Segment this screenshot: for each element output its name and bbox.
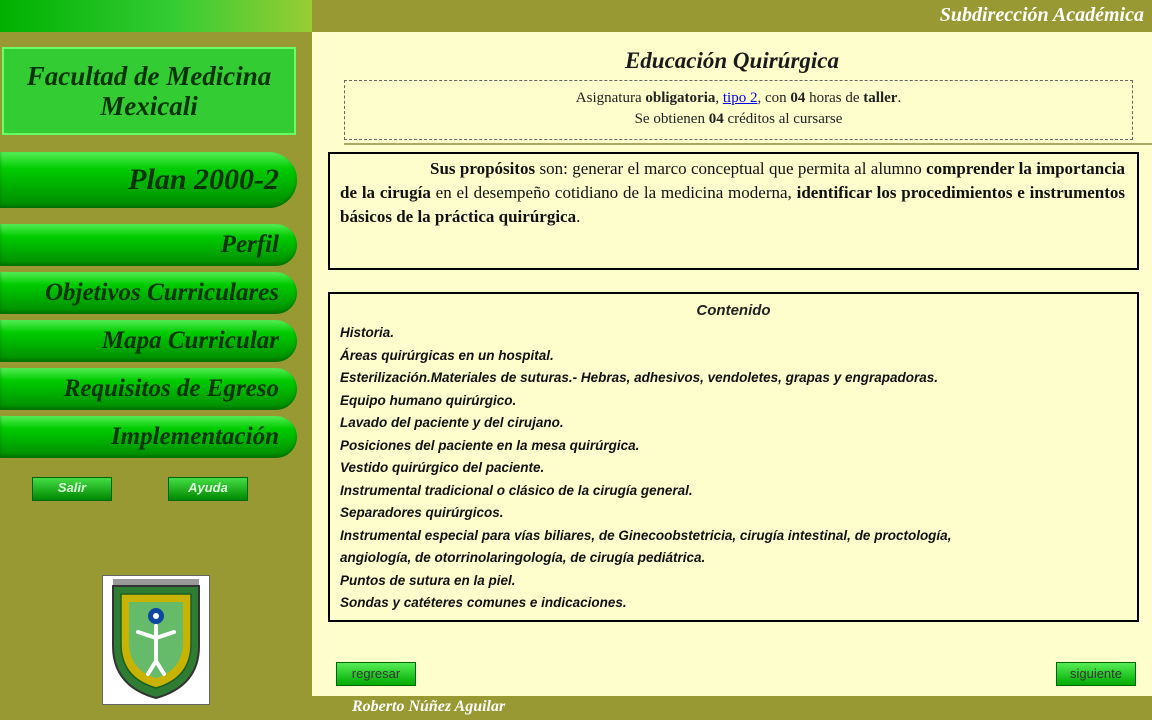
content-item: Áreas quirúrgicas en un hospital. xyxy=(340,347,554,363)
sidebar-item-objetivos[interactable]: Objetivos Curriculares xyxy=(0,272,297,314)
emblem-shield-icon xyxy=(103,576,209,704)
author-name: Roberto Núñez Aguilar xyxy=(352,698,506,715)
faculty-name: Facultad de Medicina Mexicali xyxy=(26,61,272,121)
purpose-bold-3: identificar los procedimientos e instrumentos básicos de la práctica quirúrgica xyxy=(340,183,1126,226)
sidebar-item-mapa[interactable]: Mapa Curricular xyxy=(0,320,297,362)
content-item: Vestido quirúrgico del paciente. xyxy=(340,460,545,475)
content-item: Posiciones del paciente en la mesa quirúrgica. xyxy=(340,437,640,453)
top-accent-bar xyxy=(0,0,312,32)
sidebar-item-requisitos[interactable]: Requisitos de Egreso xyxy=(0,368,297,410)
divider xyxy=(344,143,1152,145)
info-hours: 04 xyxy=(790,90,806,106)
content-item: angiología, de otorrinolaringología, de cirugía pediátrica. xyxy=(340,550,706,565)
content-item: Separadores quirúrgicos. xyxy=(340,505,504,520)
help-button[interactable]: Ayuda xyxy=(168,477,248,501)
info-mandatory: obligatoria xyxy=(645,90,716,106)
purpose-text-2: en el desempeño cotidiano de la medicina moderna, xyxy=(430,183,797,202)
info-text: horas de xyxy=(805,90,864,106)
university-emblem xyxy=(102,575,210,705)
exit-button[interactable]: Salir xyxy=(32,477,112,501)
info-text: , xyxy=(715,90,723,106)
content-item: Esterilización.Materiales de suturas.- Hebras, adhesivos, vendoletes, grapas y engrapadoras. xyxy=(340,370,938,385)
purpose-text-1: son: generar el marco conceptual que permita al alumno xyxy=(535,159,927,178)
content-item: Historia. xyxy=(340,325,395,340)
info-text: , con xyxy=(757,90,791,106)
purpose-bold-2: comprender la importancia de la cirugía xyxy=(340,159,1125,202)
content-item: Lavado del paciente y del cirujano. xyxy=(340,415,564,430)
content-item: Sondas y catéteres comunes e indicaciones. xyxy=(340,595,627,610)
info-text: Se obtienen xyxy=(634,111,709,127)
course-info-line-1 xyxy=(345,88,1132,109)
department-title: Subdirección Académica xyxy=(939,4,1144,26)
course-type-link[interactable]: tipo 2 xyxy=(722,90,758,106)
course-info-line-2 xyxy=(345,109,1132,130)
content-item: Instrumental tradicional o clásico de la cirugía general. xyxy=(340,482,693,498)
faculty-logo-box[interactable] xyxy=(2,47,296,135)
content-item: Puntos de sutura en la piel. xyxy=(340,572,516,588)
content-box xyxy=(328,292,1139,622)
info-text: . xyxy=(897,90,902,106)
course-info-box xyxy=(344,80,1133,140)
sidebar-item-plan[interactable]: Plan 2000-2 xyxy=(0,152,297,208)
purpose-bold-1: Sus propósitos xyxy=(430,159,536,178)
purpose-box xyxy=(328,152,1139,270)
info-credits: 04 xyxy=(708,111,724,127)
sidebar-item-implementacion[interactable]: Implementación xyxy=(0,416,297,458)
back-button[interactable]: regresar xyxy=(336,662,416,686)
next-button[interactable]: siguiente xyxy=(1056,662,1136,686)
sidebar-item-perfil[interactable]: Perfil xyxy=(0,224,297,266)
page-title: Educación Quirúrgica xyxy=(624,48,840,73)
header-bar xyxy=(312,0,1152,32)
info-text: Asignatura xyxy=(575,90,646,106)
info-workshop: taller xyxy=(863,90,898,106)
content-item: Equipo humano quirúrgico. xyxy=(340,392,517,408)
info-text: créditos al cursarse xyxy=(723,111,843,127)
purpose-text-3: . xyxy=(576,207,581,226)
content-item: Instrumental especial para vías biliares, de Ginecoobstetricia, cirugía intestinal, de proctología, xyxy=(340,527,952,543)
content-title: Contenido xyxy=(696,302,771,319)
